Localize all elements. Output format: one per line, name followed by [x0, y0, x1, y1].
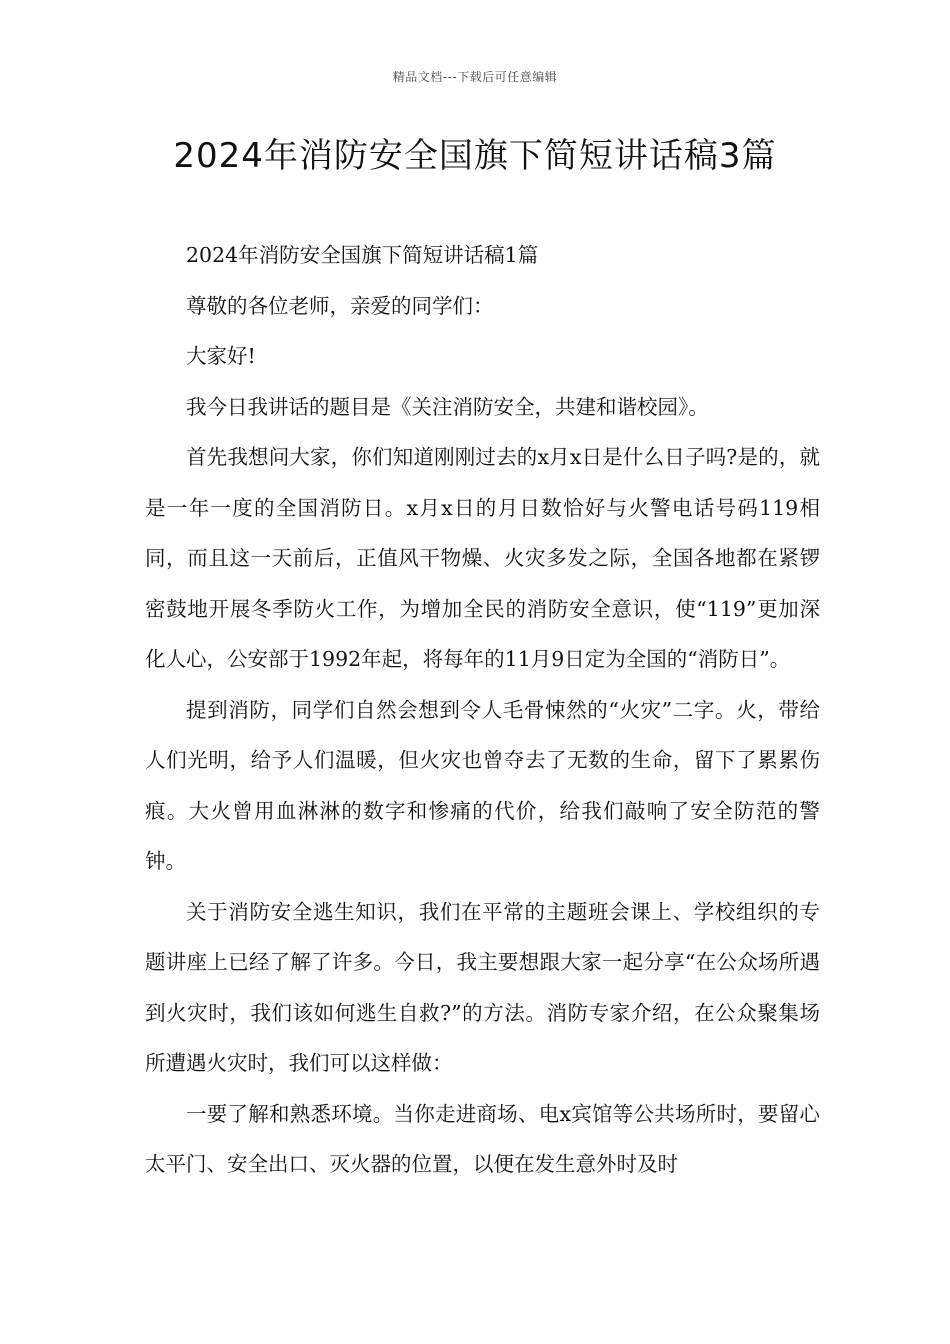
- body-paragraph: 首先我想问大家，你们知道刚刚过去的x月x日是什么日子吗?是的，就是一年一度的全国消防日。x月x日的月日数恰好与火警电话号码119相同，而且这一天前后，正值风干物燥、火灾多发之际，全国各地都在紧锣密鼓地开展冬季防火工作，为增加全民的消防安全意识，使“119”更加深化人心，公安部于1992年起，将每年的11月9日定为全国的“消防日”。: [145, 445, 820, 671]
- salutation-paragraph: 尊敬的各位老师，亲爱的同学们：: [186, 293, 494, 318]
- subtitle-paragraph: 2024年消防安全国旗下简短讲话稿1篇: [186, 243, 539, 267]
- document-body: [145, 230, 820, 1190]
- header-note: 精品文档---下载后可任意编辑: [392, 70, 558, 84]
- topic-paragraph: 我今日我讲话的题目是《关注消防安全，共建和谐校园》。: [186, 394, 709, 419]
- document-title: 2024年消防安全国旗下简短讲话稿3篇: [173, 136, 777, 176]
- greeting-paragraph: 大家好!: [186, 344, 256, 368]
- body-paragraph: 一要了解和熟悉环境。当你走进商场、电x宾馆等公共场所时，要留心太平门、安全出口、灭火器的位置，以便在发生意外时及时: [145, 1101, 820, 1176]
- body-paragraph: 关于消防安全逃生知识，我们在平常的主题班会课上、学校组织的专题讲座上已经了解了许多。今日，我主要想跟大家一起分享“在公众场所遇到火灾时，我们该如何逃生自救?”的方法。消防专家介绍，在公众聚集场所遭遇火灾时，我们可以这样做：: [145, 899, 820, 1075]
- body-paragraph: 提到消防，同学们自然会想到令人毛骨悚然的“火灾”二字。火，带给人们光明，给予人们温暖，但火灾也曾夺去了无数的生命，留下了累累伤痕。大火曾用血淋淋的数字和惨痛的代价，给我们敲响了安全防范的警钟。: [145, 697, 820, 873]
